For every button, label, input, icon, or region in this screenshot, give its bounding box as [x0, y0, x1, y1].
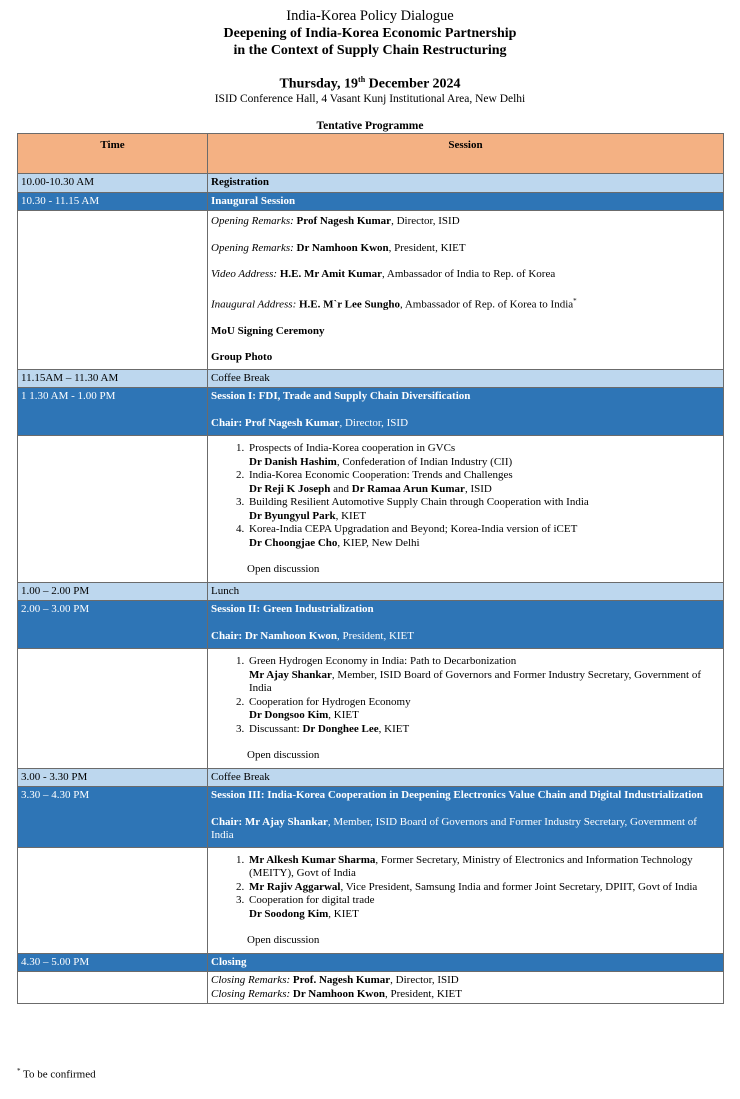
session-title: Coffee Break [208, 369, 724, 388]
session-title: Session I: FDI, Trade and Supply Chain Diversification [211, 390, 471, 403]
session-title: Session III: India-Korea Cooperation in Deepening Electronics Value Chain and Digital Industrialization [211, 789, 703, 802]
table-row-lunch [18, 582, 724, 601]
footnote-text: To be confirmed [20, 1068, 96, 1081]
table-row-closing [18, 953, 724, 972]
list-item: 1. Green Hydrogen Economy in India: Path to Decarbonization Mr Ajay Shankar, Member, ISID Board of Governors and Former Industry Secretary, Government of India [247, 655, 720, 696]
empty-time-cell [18, 649, 208, 769]
table-row-session-2-details [18, 649, 724, 769]
time-cell: 10.00-10.30 AM [18, 174, 208, 193]
talk-list [211, 442, 720, 550]
list-item: 2. Cooperation for Hydrogen Economy Dr Dongsoo Kim, KIET [247, 696, 720, 723]
speaker-line: Opening Remarks: Prof Nagesh Kumar, Director, ISID [211, 215, 460, 227]
session-title: Inaugural Session [208, 192, 724, 211]
event-date-day: Thursday, 19 [279, 76, 359, 92]
time-cell: 3.30 – 4.30 PM [18, 787, 208, 848]
event-series-title: India-Korea Policy Dialogue [286, 8, 454, 24]
session-chair: Chair: Dr Namhoon Kwon, President, KIET [211, 629, 414, 642]
empty-time-cell [18, 211, 208, 370]
open-discussion: Open discussion [247, 563, 320, 576]
event-date [0, 75, 740, 93]
empty-time-cell [18, 972, 208, 1004]
event-date-rest: December 2024 [365, 76, 461, 92]
table-row-session-2 [18, 601, 724, 649]
session-chair: Chair: Mr Ajay Shankar, Member, ISID Board of Governors and Former Industry Secretary, Government of India [211, 815, 697, 842]
session-3-details [208, 847, 724, 953]
session-1-details [208, 436, 724, 583]
session-header [208, 601, 724, 649]
table-row-registration [18, 174, 724, 193]
table-row-session-1-details [18, 436, 724, 583]
session-chair: Chair: Prof Nagesh Kumar, Director, ISID [211, 416, 409, 429]
event-date-suffix: th [358, 75, 366, 84]
event-title-line-2: in the Context of Supply Chain Restructuring [233, 43, 507, 58]
event-title-line-1: Deepening of India-Korea Economic Partnership [223, 26, 517, 41]
speaker-line: Opening Remarks: Dr Namhoon Kwon, President, KIET [211, 241, 466, 254]
footnote [17, 1067, 96, 1081]
table-header-row [18, 134, 724, 174]
open-discussion: Open discussion [247, 934, 320, 947]
time-cell: 3.00 - 3.30 PM [18, 768, 208, 787]
group-photo: Group Photo [211, 351, 273, 364]
table-row-session-3 [18, 787, 724, 848]
list-item: 4. Korea-India CEPA Upgradation and Beyond; Korea-India version of iCET Dr Choongjae Cho, KIEP, New Delhi [247, 523, 720, 550]
talk-list [211, 655, 720, 736]
session-header [208, 388, 724, 436]
session-2-details [208, 649, 724, 769]
session-column-header: Session [208, 134, 724, 174]
list-item: 3. Cooperation for digital trade Dr Soodong Kim, KIET [247, 894, 720, 921]
time-cell: 10.30 - 11.15 AM [18, 192, 208, 211]
table-row-coffee-break-1 [18, 369, 724, 388]
session-title: Registration [208, 174, 724, 193]
speaker-line: Closing Remarks: Dr Namhoon Kwon, President, KIET [211, 987, 462, 1000]
list-item: 1. Mr Alkesh Kumar Sharma, Former Secretary, Ministry of Electronics and Information Technology (MEITY), Govt of India [247, 854, 720, 881]
time-cell: 1.00 – 2.00 PM [18, 582, 208, 601]
footnote-mark: * [17, 1067, 21, 1075]
mou-ceremony: MoU Signing Ceremony [211, 324, 325, 337]
time-column-header: Time [18, 134, 208, 174]
time-cell: 2.00 – 3.00 PM [18, 601, 208, 649]
open-discussion: Open discussion [247, 749, 320, 762]
speaker-line: Inaugural Address: H.E. M`r Lee Sungho, Ambassador of Rep. of Korea to India* [211, 296, 577, 311]
speaker-line: Closing Remarks: Prof. Nagesh Kumar, Director, ISID [211, 974, 459, 987]
list-item: 3. Building Resilient Automotive Supply Chain through Cooperation with India Dr Byungyul Park, KIET [247, 496, 720, 523]
programme-table [17, 133, 724, 1004]
empty-time-cell [18, 847, 208, 953]
event-title [0, 25, 740, 59]
list-item: 1. Prospects of India-Korea cooperation in GVCs Dr Danish Hashim, Confederation of Indian Industry (CII) [247, 442, 720, 469]
session-header [208, 787, 724, 848]
table-row-inaugural [18, 192, 724, 211]
table-row-coffee-break-2 [18, 768, 724, 787]
table-row-session-1 [18, 388, 724, 436]
list-item: 3. Discussant: Dr Donghee Lee, KIET [247, 723, 720, 737]
time-cell: 4.30 – 5.00 PM [18, 953, 208, 972]
event-venue: ISID Conference Hall, 4 Vasant Kunj Institutional Area, New Delhi [214, 93, 526, 105]
session-title: Lunch [208, 582, 724, 601]
list-item: 2. India-Korea Economic Cooperation: Trends and Challenges Dr Reji K Joseph and Dr Ramaa Arun Kumar, ISID [247, 469, 720, 496]
table-row-inaugural-details [18, 211, 724, 370]
session-title: Session II: Green Industrialization [211, 603, 374, 616]
closing-details [208, 972, 724, 1004]
session-title: Coffee Break [208, 768, 724, 787]
talk-list [211, 854, 720, 922]
empty-time-cell [18, 436, 208, 583]
time-cell: 11.15AM – 11.30 AM [18, 369, 208, 388]
inaugural-details [208, 211, 724, 370]
table-row-session-3-details [18, 847, 724, 953]
session-title: Closing [208, 953, 724, 972]
speaker-line: Video Address: H.E. Mr Amit Kumar, Ambassador of India to Rep. of Korea [211, 268, 556, 280]
programme-label: Tentative Programme [316, 120, 424, 132]
list-item: 2. Mr Rajiv Aggarwal, Vice President, Samsung India and former Joint Secretary, DPIIT, Govt of India [247, 881, 720, 895]
table-row-closing-details [18, 972, 724, 1004]
time-cell: 1 1.30 AM - 1.00 PM [18, 388, 208, 436]
